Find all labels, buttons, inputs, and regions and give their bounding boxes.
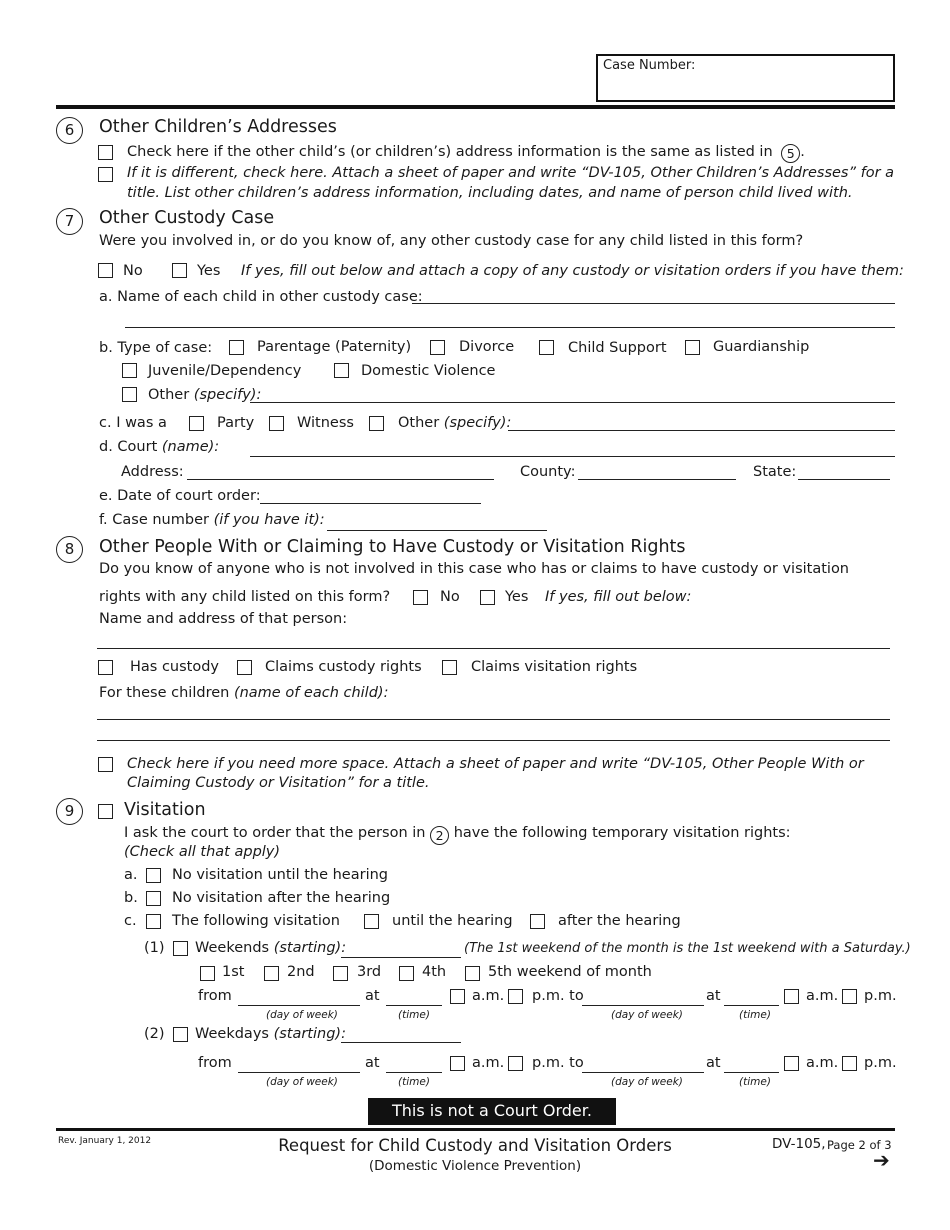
role-other-label (398, 415, 511, 431)
type-of-case-label: b. Type of case: (99, 340, 213, 356)
weekends-from-pm-label: p.m. to (532, 988, 584, 1004)
weekdays-from-time-field[interactable] (386, 1072, 442, 1073)
court-name-hint: (name): (161, 439, 220, 455)
address-label: Address: (121, 464, 184, 480)
visitation-request-a: I ask the court to order that the person in (124, 825, 426, 841)
following-visitation-label: The following visitation (172, 913, 340, 929)
others-yes-label: Yes (505, 589, 529, 605)
domestic-violence-label: Domestic Violence (361, 363, 496, 379)
role-other-field[interactable] (508, 430, 895, 431)
weekend-5th-checkbox[interactable] (465, 966, 480, 981)
parentage-label: Parentage (Paternity) (257, 339, 412, 355)
weekends-to-am-checkbox[interactable] (784, 989, 799, 1004)
court-address-field[interactable] (187, 479, 494, 480)
custody-case-yes-checkbox[interactable] (172, 263, 187, 278)
custody-case-yes-instruction: If yes, fill out below and attach a copy of any custody or visitation orders if you have them: (241, 263, 904, 279)
weekdays-label (195, 1026, 346, 1042)
weekdays-to-am-label: a.m. (806, 1055, 839, 1071)
same-address-text: Check here if the other child’s (or children’s) address information is the same as listed in (127, 144, 773, 160)
court-label (99, 439, 219, 455)
claims-custody-label: Claims custody rights (265, 659, 422, 675)
others-yes-checkbox[interactable] (480, 590, 495, 605)
weekend-note: (The 1st weekend of the month is the 1st weekend with a Saturday.) (464, 941, 911, 956)
weekdays-number: (2) (144, 1026, 165, 1042)
weekends-checkbox[interactable] (173, 941, 188, 956)
revision-date: Rev. January 1, 2012 (58, 1136, 152, 1146)
weekends-number: (1) (144, 940, 165, 956)
weekends-starting: (starting): (273, 940, 347, 956)
divorce-checkbox[interactable] (430, 340, 445, 355)
party-label: Party (217, 415, 255, 431)
custody-case-no-checkbox[interactable] (98, 263, 113, 278)
next-page-arrow-icon: ➔ (873, 1148, 890, 1172)
weekends-to-time-field[interactable] (724, 1005, 779, 1006)
these-children-text: For these children (99, 685, 230, 701)
weekdays-at-label: at (365, 1055, 380, 1071)
weekends-to-time-hint: (time) (739, 1009, 771, 1021)
person-name-address-field[interactable] (97, 648, 890, 649)
weekend-2nd-checkbox[interactable] (264, 966, 279, 981)
footer-subtitle: (Domestic Violence Prevention) (368, 1158, 582, 1174)
these-children-field-line2[interactable] (97, 740, 890, 741)
section-6-number: 6 (56, 117, 83, 144)
date-court-order-label: e. Date of court order: (99, 488, 261, 504)
weekends-to-pm-checkbox[interactable] (842, 989, 857, 1004)
custody-case-no-label: No (123, 263, 143, 279)
party-checkbox[interactable] (189, 416, 204, 431)
weekends-text: Weekends (195, 940, 270, 956)
visitation-request-b: have the following temporary visitation rights: (453, 825, 791, 841)
weekdays-to-time-field[interactable] (724, 1072, 779, 1073)
claims-visitation-checkbox[interactable] (442, 660, 457, 675)
until-hearing-label: until the hearing (392, 913, 513, 929)
item-2-ref: 2 (430, 826, 449, 845)
page-indicator: Page 2 of 3 (827, 1138, 892, 1152)
visitation-checkbox[interactable] (98, 804, 113, 819)
weekends-from-label: from (198, 988, 232, 1004)
weekends-to-pm-label: p.m. (864, 988, 897, 1004)
juvenile-label: Juvenile/Dependency (148, 363, 302, 379)
county-label: County: (520, 464, 576, 480)
until-hearing-checkbox[interactable] (364, 914, 379, 929)
claims-custody-checkbox[interactable] (237, 660, 252, 675)
case-number-hint: (if you have it): (213, 512, 325, 528)
others-question-line2: rights with any child listed on this form? (99, 589, 391, 605)
weekends-to-at-label: at (706, 988, 721, 1004)
court-text: d. Court (99, 439, 158, 455)
more-space-line1: Check here if you need more space. Attach a sheet of paper and write “DV-105, Other People With or (127, 756, 864, 772)
weekends-from-am-checkbox[interactable] (450, 989, 465, 1004)
case-number-text: f. Case number (99, 512, 209, 528)
case-type-other-label (148, 387, 261, 403)
weekdays-from-day-field[interactable] (238, 1072, 360, 1073)
different-address-line2: title. List other children’s address information, including dates, and name of person child lived with. (127, 185, 853, 201)
role-other-specify: (specify): (443, 415, 512, 431)
weekends-to-day-field[interactable] (582, 1005, 704, 1006)
weekends-from-am-label: a.m. (472, 988, 505, 1004)
witness-checkbox[interactable] (269, 416, 284, 431)
weekdays-to-am-checkbox[interactable] (784, 1056, 799, 1071)
section-6-title: Other Children’s Addresses (99, 117, 337, 137)
custody-case-yes-label: Yes (197, 263, 221, 279)
weekends-at-label: at (365, 988, 380, 1004)
weekdays-to-pm-label: p.m. (864, 1055, 897, 1071)
weekdays-from-pm-checkbox[interactable] (508, 1056, 523, 1071)
no-visit-after-hearing-label: No visitation after the hearing (172, 890, 391, 906)
section-7-number: 7 (56, 208, 83, 235)
weekdays-starting: (starting): (273, 1026, 346, 1042)
weekdays-from-am-checkbox[interactable] (450, 1056, 465, 1071)
case-number-field-label (99, 512, 325, 528)
court-name-field[interactable] (250, 456, 895, 457)
different-address-checkbox[interactable] (98, 167, 113, 182)
section-9-number: 9 (56, 798, 83, 825)
same-address-end: . (800, 144, 805, 160)
role-other-text: Other (398, 415, 440, 431)
weekdays-text: Weekdays (195, 1026, 269, 1042)
item-c-letter: c. (124, 913, 137, 929)
others-yes-instruction: If yes, fill out below: (545, 589, 692, 605)
more-space-checkbox[interactable] (98, 757, 113, 772)
case-type-other-field[interactable] (250, 402, 895, 403)
weekend-3rd-checkbox[interactable] (333, 966, 348, 981)
section-7-title: Other Custody Case (99, 208, 275, 228)
others-no-label: No (440, 589, 460, 605)
weekends-from-pm-checkbox[interactable] (508, 989, 523, 1004)
weekdays-from-time-hint: (time) (398, 1076, 430, 1088)
case-type-other-specify: (specify): (193, 387, 262, 403)
weekend-1st-checkbox[interactable] (200, 966, 215, 981)
child-support-checkbox[interactable] (539, 340, 554, 355)
after-hearing-label: after the hearing (558, 913, 681, 929)
following-visitation-checkbox[interactable] (146, 914, 161, 929)
item-5-ref: 5 (781, 144, 800, 163)
others-no-checkbox[interactable] (413, 590, 428, 605)
after-hearing-checkbox[interactable] (530, 914, 545, 929)
witness-label: Witness (297, 415, 354, 431)
other-case-number-field[interactable] (327, 530, 547, 531)
weekdays-checkbox[interactable] (173, 1027, 188, 1042)
date-court-order-field[interactable] (260, 503, 481, 504)
weekdays-to-pm-checkbox[interactable] (842, 1056, 857, 1071)
children-other-case-label: a. Name of each child in other custody case: (99, 289, 423, 305)
state-field[interactable] (798, 479, 890, 480)
item-b-letter: b. (124, 890, 138, 906)
section-8-title: Other People With or Claiming to Have Custody or Visitation Rights (99, 537, 686, 557)
header-rule (56, 105, 895, 109)
section-8-number: 8 (56, 536, 83, 563)
weekends-start-field[interactable] (341, 957, 461, 958)
case-type-other-text: Other (148, 387, 190, 403)
weekends-from-time-field[interactable] (386, 1005, 442, 1006)
children-other-case-field[interactable] (412, 303, 895, 304)
parentage-checkbox[interactable] (229, 340, 244, 355)
guardianship-label: Guardianship (713, 339, 810, 355)
no-visit-until-hearing-checkbox[interactable] (146, 868, 161, 883)
form-number: DV-105, (772, 1136, 826, 1152)
state-label: State: (753, 464, 797, 480)
these-children-label (99, 685, 388, 701)
child-support-label: Child Support (568, 340, 667, 356)
weekend-4th-label: 4th (422, 964, 447, 980)
footer-rule (56, 1128, 895, 1131)
weekdays-to-day-hint: (day of week) (611, 1076, 683, 1088)
weekdays-from-am-label: a.m. (472, 1055, 505, 1071)
weekdays-from-label: from (198, 1055, 232, 1071)
weekdays-to-day-field[interactable] (582, 1072, 704, 1073)
weekends-from-time-hint: (time) (398, 1009, 430, 1021)
check-all-note: (Check all that apply) (124, 844, 281, 860)
more-space-line2: Claiming Custody or Visitation” for a title. (127, 775, 430, 791)
no-visit-until-hearing-label: No visitation until the hearing (172, 867, 388, 883)
footer-title: Request for Child Custody and Visitation Orders (278, 1136, 672, 1155)
has-custody-checkbox[interactable] (98, 660, 113, 675)
not-court-order-text: This is not a Court Order. (392, 1101, 592, 1120)
county-field[interactable] (578, 479, 736, 480)
domestic-violence-checkbox[interactable] (334, 363, 349, 378)
weekdays-to-time-hint: (time) (739, 1076, 771, 1088)
visitation-request-text (124, 823, 791, 842)
others-question-line1: Do you know of anyone who is not involved in this case who has or claims to have custody or visitation (99, 561, 849, 577)
these-children-field[interactable] (97, 719, 890, 720)
weekends-from-day-field[interactable] (238, 1005, 360, 1006)
has-custody-label: Has custody (130, 659, 220, 675)
case-number-label: Case Number: (603, 58, 696, 73)
same-address-label (127, 142, 805, 161)
different-address-line1: If it is different, check here. Attach a sheet of paper and write “DV-105, Other Children’s Addresses” for a (127, 165, 895, 181)
weekends-to-day-hint: (day of week) (611, 1009, 683, 1021)
weekend-5th-label: 5th weekend of month (488, 964, 652, 980)
weekend-2nd-label: 2nd (287, 964, 315, 980)
section-9-title: Visitation (124, 800, 206, 820)
claims-visitation-label: Claims visitation rights (471, 659, 638, 675)
same-address-checkbox[interactable] (98, 145, 113, 160)
divorce-label: Divorce (459, 339, 515, 355)
weekdays-from-day-hint: (day of week) (266, 1076, 338, 1088)
weekdays-from-pm-label: p.m. to (532, 1055, 584, 1071)
item-a-letter: a. (124, 867, 138, 883)
weekdays-start-field[interactable] (341, 1042, 461, 1043)
weekends-label (195, 940, 346, 956)
role-other-checkbox[interactable] (369, 416, 384, 431)
no-visit-after-hearing-checkbox[interactable] (146, 891, 161, 906)
i-was-a-label: c. I was a (99, 415, 167, 431)
person-name-address-label: Name and address of that person: (99, 611, 348, 627)
weekend-1st-label: 1st (222, 964, 245, 980)
juvenile-checkbox[interactable] (122, 363, 137, 378)
guardianship-checkbox[interactable] (685, 340, 700, 355)
weekend-3rd-label: 3rd (357, 964, 382, 980)
children-other-case-field-line2[interactable] (125, 327, 895, 328)
weekend-4th-checkbox[interactable] (399, 966, 414, 981)
weekends-to-am-label: a.m. (806, 988, 839, 1004)
weekends-from-day-hint: (day of week) (266, 1009, 338, 1021)
these-children-hint: (name of each child): (233, 685, 389, 701)
weekdays-to-at-label: at (706, 1055, 721, 1071)
case-type-other-checkbox[interactable] (122, 387, 137, 402)
custody-case-question: Were you involved in, or do you know of, any other custody case for any child listed in this form? (99, 233, 804, 249)
